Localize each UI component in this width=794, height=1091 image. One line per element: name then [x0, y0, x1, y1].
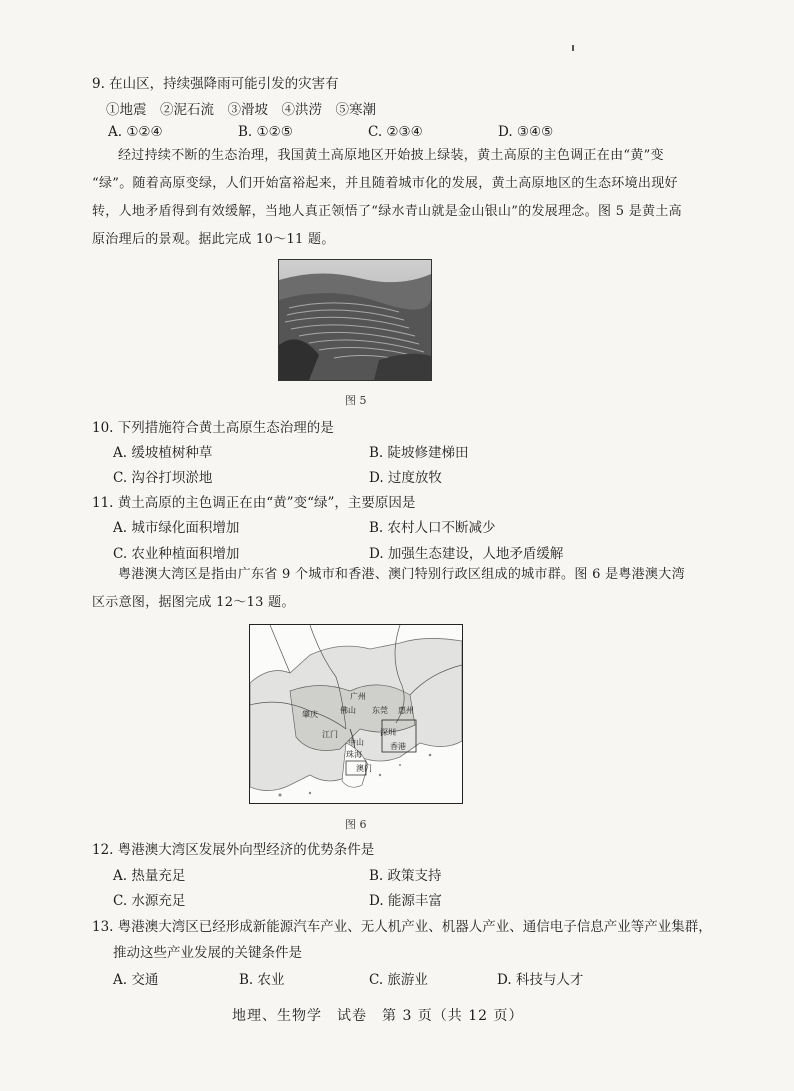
q11-option-d: D. 加强生态建设，人地矛盾缓解 [369, 546, 564, 562]
q13-option-d: D. 科技与人才 [497, 972, 584, 988]
map-label-shenzhen: 深圳 [380, 728, 396, 737]
passage2-line-1: 粤港澳大湾区是指由广东省 9 个城市和香港、澳门特别行政区组成的城市群。图 6 是粤港澳大湾 [118, 567, 685, 582]
q12-stem: 12. 粤港澳大湾区发展外向型经济的优势条件是 [92, 842, 375, 858]
map-label-guangzhou: 广州 [350, 692, 366, 701]
map-label-zhongshan: 中山 [348, 738, 364, 747]
q9-stem: 9. 在山区，持续强降雨可能引发的灾害有 [92, 76, 339, 92]
q13-option-c: C. 旅游业 [369, 972, 428, 988]
q13-stem-line-2: 推动这些产业发展的关键条件是 [113, 945, 302, 961]
q10-stem: 10. 下列措施符合黄土高原生态治理的是 [92, 420, 334, 436]
q9-option-a: A. ①②④ [108, 124, 163, 140]
q12-option-b: B. 政策支持 [369, 868, 442, 884]
q11-option-a: A. 城市绿化面积增加 [113, 520, 240, 536]
passage1-line-1: 经过持续不断的生态治理，我国黄土高原地区开始披上绿装，黄土高原的主色调正在由“黄”变 [118, 148, 664, 163]
map-label-macao: 澳门 [356, 764, 372, 773]
map-label-dongguan: 东莞 [372, 706, 388, 715]
q13-stem-line-1: 13. 粤港澳大湾区已经形成新能源汽车产业、无人机产业、机器人产业、通信电子信息产业等产业集群， [92, 919, 712, 935]
q11-option-c: C. 农业种植面积增加 [113, 546, 240, 562]
passage1-line-3: 转，人地矛盾得到有效缓解，当地人真正领悟了“绿水青山就是金山银山”的发展理念。图 5 是黄土高 [92, 204, 682, 219]
passage1-line-2: “绿”。随着高原变绿，人们开始富裕起来，并且随着城市化的发展，黄土高原地区的生态环境出现好 [92, 176, 678, 191]
map-label-jiangmen: 江门 [322, 730, 338, 739]
passage1-line-4: 原治理后的景观。据此完成 10～11 题。 [92, 232, 335, 247]
greater-bay-area-map [249, 624, 463, 804]
fig6-caption: 图 6 [345, 818, 367, 831]
q9-option-b: B. ①②⑤ [238, 124, 293, 140]
q9-option-d: D. ③④⑤ [498, 124, 554, 140]
map-label-zhuhai: 珠海 [346, 750, 362, 759]
q12-option-c: C. 水源充足 [113, 893, 186, 909]
q11-stem: 11. 黄土高原的主色调正在由“黄”变“绿”，主要原因是 [92, 495, 416, 511]
passage2-line-2: 区示意图，据图完成 12～13 题。 [92, 595, 295, 610]
q13-option-b: B. 农业 [239, 972, 285, 988]
q10-option-d: D. 过度放牧 [369, 470, 442, 486]
page-footer: 地理、生物学 试卷 第 3 页（共 12 页） [232, 1008, 524, 1024]
q10-option-b: B. 陡坡修建梯田 [369, 445, 469, 461]
map-label-zhaoqing: 肇庆 [302, 710, 318, 719]
q9-items: ①地震 ②泥石流 ③滑坡 ④洪涝 ⑤寒潮 [106, 102, 376, 118]
map-label-huizhou: 惠州 [398, 706, 414, 715]
fig5-caption: 图 5 [345, 394, 367, 407]
loess-plateau-photo [278, 259, 432, 381]
q13-option-a: A. 交通 [113, 972, 159, 988]
q9-option-c: C. ②③④ [368, 124, 423, 140]
q12-option-d: D. 能源丰富 [369, 893, 442, 909]
margin-mark [572, 45, 574, 51]
q10-option-a: A. 缓坡植树种草 [113, 445, 213, 461]
q10-option-c: C. 沟谷打坝淤地 [113, 470, 213, 486]
q11-option-b: B. 农村人口不断减少 [369, 520, 496, 536]
q12-option-a: A. 热量充足 [113, 868, 186, 884]
map-label-foshan: 佛山 [340, 706, 356, 715]
map-label-hongkong: 香港 [390, 742, 406, 751]
